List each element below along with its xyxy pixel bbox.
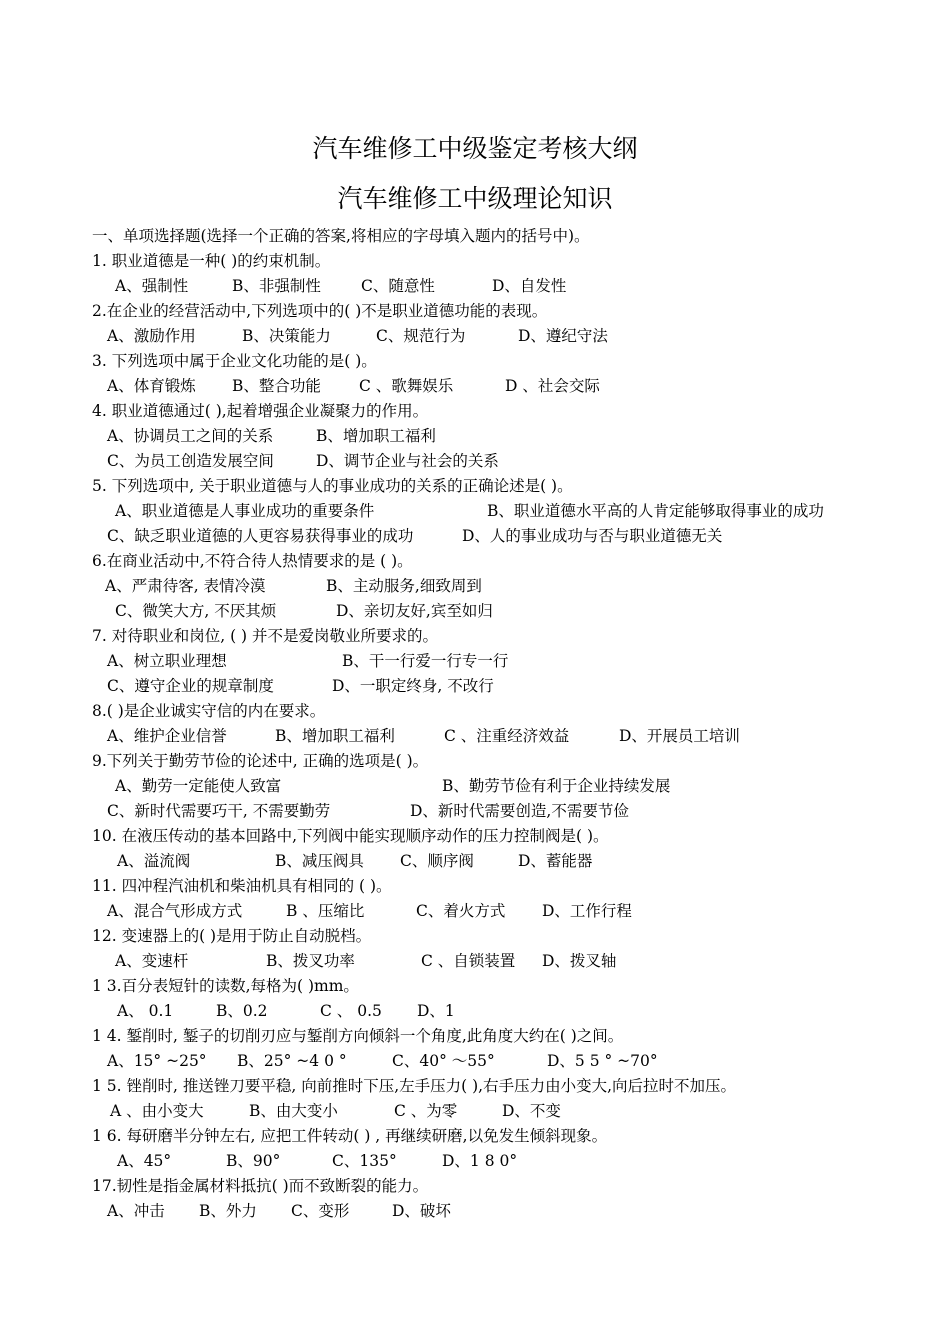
options-7a: [0, 650, 950, 672]
option-16c: C、135°: [332, 1152, 397, 1170]
option-12b: B、拨叉功率: [266, 952, 355, 970]
section-heading: 一、单项选择题(选择一个正确的答案,将相应的字母填入题内的括号中)。: [92, 227, 590, 245]
question-9: 9.下列关于勤劳节俭的论述中, 正确的选项是( )。: [92, 752, 429, 770]
option-15a: A 、由小变大: [110, 1102, 204, 1120]
question-7: 7. 对待职业和岗位, ( ) 并不是爱岗敬业所要求的。: [92, 627, 439, 645]
option-16a: A、45°: [117, 1152, 172, 1170]
options-17: [0, 1200, 950, 1222]
option-12d: D、拨叉轴: [542, 952, 617, 970]
options-6a: [0, 575, 950, 597]
option-16d: D、1 8 0°: [442, 1152, 518, 1170]
document-title: 汽车维修工中级鉴定考核大纲: [312, 134, 638, 163]
options-4a: [0, 425, 950, 447]
question-15: 1 5. 锉削时, 推送锉刀要平稳, 向前推时下压,左手压力( ),右手压力由小变大,向后拉时不加压。: [92, 1077, 737, 1095]
options-5a: [0, 500, 950, 522]
option-9a: A、勤劳一定能使人致富: [115, 777, 282, 795]
option-16b: B、90°: [226, 1152, 281, 1170]
option-5d: D、人的事业成功与否与职业道德无关: [462, 527, 723, 545]
option-8d: D、开展员工培训: [619, 727, 740, 745]
options-13: [0, 1000, 950, 1022]
option-13a: A、 0.1: [117, 1002, 174, 1020]
options-8: [0, 725, 950, 747]
options-9a: [0, 775, 950, 797]
option-4b: B、增加职工福利: [316, 427, 436, 445]
options-11: [0, 900, 950, 922]
question-17: 17.韧性是指金属材料抵抗( )而不致断裂的能力。: [92, 1177, 429, 1195]
option-8c: C 、注重经济效益: [444, 727, 570, 745]
option-12c: C 、自锁装置: [421, 952, 516, 970]
option-14c: C、40° ～55°: [392, 1052, 495, 1070]
option-17a: A、冲击: [107, 1202, 165, 1220]
option-2a: A、激励作用: [107, 327, 196, 345]
option-14b: B、25° ~4 0 °: [237, 1052, 347, 1070]
option-2b: B、决策能力: [242, 327, 331, 345]
options-15: [0, 1100, 950, 1122]
option-2c: C、规范行为: [376, 327, 466, 345]
option-17b: B、外力: [199, 1202, 257, 1220]
options-1: [0, 275, 950, 297]
options-16: [0, 1150, 950, 1172]
option-1d: D、自发性: [492, 277, 567, 295]
option-7d: D、一职定终身, 不改行: [332, 677, 494, 695]
option-17c: C、变形: [291, 1202, 350, 1220]
option-4d: D、调节企业与社会的关系: [316, 452, 499, 470]
option-9d: D、新时代需要创造,不需要节俭: [410, 802, 629, 820]
options-7b: [0, 675, 950, 697]
option-13c: C 、 0.5: [320, 1002, 382, 1020]
question-6: 6.在商业活动中,不符合待人热情要求的是 ( )。: [92, 552, 413, 570]
option-5a: A、职业道德是人事业成功的重要条件: [115, 502, 375, 520]
question-3: 3. 下列选项中属于企业文化功能的是( )。: [92, 352, 377, 370]
option-7a: A、树立职业理想: [107, 652, 227, 670]
option-5b: B、职业道德水平高的人肯定能够取得事业的成功: [487, 502, 824, 520]
options-4b: [0, 450, 950, 472]
option-6c: C、微笑大方, 不厌其烦: [115, 602, 277, 620]
question-8: 8.( )是企业诚实守信的内在要求。: [92, 702, 326, 720]
option-4c: C、为员工创造发展空间: [107, 452, 274, 470]
question-10: 10. 在液压传动的基本回路中,下列阀中能实现顺序动作的压力控制阀是( )。: [92, 827, 609, 845]
option-15d: D、不变: [502, 1102, 561, 1120]
question-4: 4. 职业道德通过( ),起着增强企业凝聚力的作用。: [92, 402, 429, 420]
option-10d: D、蓄能器: [518, 852, 593, 870]
question-2: 2.在企业的经营活动中,下列选项中的( )不是职业道德功能的表现。: [92, 302, 548, 320]
option-9c: C、新时代需要巧干, 不需要勤劳: [107, 802, 331, 820]
option-7c: C、遵守企业的规章制度: [107, 677, 274, 695]
option-12a: A、变速杆: [115, 952, 189, 970]
option-6a: A、严肃待客, 表情冷漠: [105, 577, 266, 595]
option-17d: D、破坏: [392, 1202, 451, 1220]
options-3: [0, 375, 950, 397]
option-11c: C、着火方式: [416, 902, 506, 920]
option-10a: A、溢流阀: [117, 852, 191, 870]
question-14: 1 4. 錾削时, 錾子的切削刃应与錾削方向倾斜一个角度,此角度大约在( )之间。: [92, 1027, 624, 1045]
question-16: 1 6. 每研磨半分钟左右, 应把工件转动( ) , 再继续研磨,以免发生倾斜现象。: [92, 1127, 608, 1145]
option-8a: A、维护企业信誉: [107, 727, 227, 745]
option-3b: B、整合功能: [232, 377, 321, 395]
question-1: 1. 职业道德是一种( )的约束机制。: [92, 252, 331, 270]
option-1a: A、强制性: [115, 277, 189, 295]
option-3d: D 、社会交际: [505, 377, 600, 395]
question-12: 12. 变速器上的( )是用于防止自动脱档。: [92, 927, 372, 945]
option-10b: B、减压阀具: [275, 852, 364, 870]
option-1b: B、非强制性: [232, 277, 321, 295]
options-9b: [0, 800, 950, 822]
option-13b: B、0.2: [216, 1002, 268, 1020]
option-15c: C 、为零: [394, 1102, 458, 1120]
options-14: [0, 1050, 950, 1072]
option-3c: C 、歌舞娱乐: [359, 377, 454, 395]
option-8b: B、增加职工福利: [275, 727, 395, 745]
question-13: 1 3.百分表短针的读数,每格为( )mm。: [92, 977, 359, 995]
options-12: [0, 950, 950, 972]
options-2: [0, 325, 950, 347]
option-4a: A、协调员工之间的关系: [107, 427, 274, 445]
option-14d: D、5 5 ° ~70°: [547, 1052, 658, 1070]
question-11: 11. 四冲程汽油机和柴油机具有相同的 ( )。: [92, 877, 392, 895]
option-9b: B、勤劳节俭有利于企业持续发展: [442, 777, 671, 795]
option-11a: A、混合气形成方式: [107, 902, 243, 920]
options-6b: [0, 600, 950, 622]
option-15b: B、由大变小: [249, 1102, 338, 1120]
option-11b: B 、压缩比: [286, 902, 365, 920]
option-6b: B、主动服务,细致周到: [326, 577, 482, 595]
option-3a: A、体育锻炼: [107, 377, 196, 395]
option-6d: D、亲切友好,宾至如归: [336, 602, 493, 620]
options-10: [0, 850, 950, 872]
option-2d: D、遵纪守法: [518, 327, 608, 345]
option-14a: A、15° ~25°: [107, 1052, 207, 1070]
options-5b: [0, 525, 950, 547]
option-1c: C、随意性: [361, 277, 435, 295]
option-5c: C、缺乏职业道德的人更容易获得事业的成功: [107, 527, 414, 545]
question-5: 5. 下列选项中, 关于职业道德与人的事业成功的关系的正确论述是( )。: [92, 477, 573, 495]
option-7b: B、干一行爱一行专一行: [342, 652, 509, 670]
option-13d: D、1: [417, 1002, 455, 1020]
option-11d: D、工作行程: [542, 902, 632, 920]
document-subtitle: 汽车维修工中级理论知识: [337, 184, 613, 213]
option-10c: C、顺序阀: [400, 852, 474, 870]
